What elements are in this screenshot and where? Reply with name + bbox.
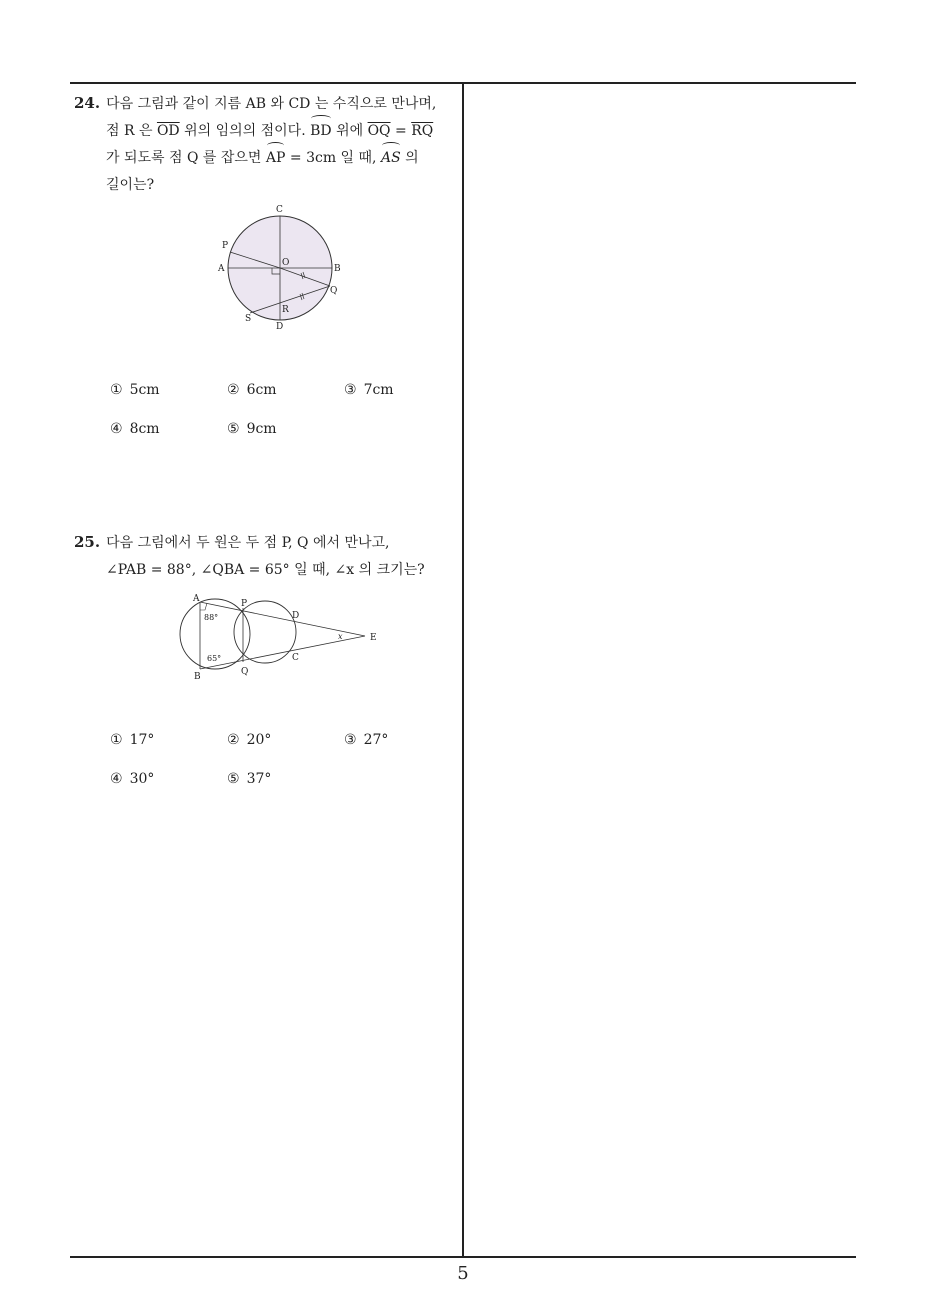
label-c: C — [276, 205, 283, 215]
angle-mark-a — [200, 603, 207, 610]
segment-ae — [200, 602, 365, 636]
q24-circle-figure — [210, 200, 360, 335]
q24-line-4: 길이는? — [106, 177, 155, 193]
label-s: S — [245, 314, 252, 324]
q25-choice-4[interactable]: ④ 30° — [110, 771, 155, 787]
label-d: D — [292, 611, 300, 621]
bottom-rule — [70, 1256, 856, 1258]
label-o: O — [282, 258, 290, 268]
label-angle-65: 65° — [207, 654, 222, 663]
label-x: x — [338, 632, 343, 641]
q24-line-1: 24. 다음 그림과 같이 지름 AB 와 CD 는 수직으로 만나며, — [74, 94, 437, 112]
q25-choice-5[interactable]: ⑤ 37° — [227, 771, 272, 787]
page-number: 5 — [457, 1263, 469, 1284]
question-number: 25. — [74, 533, 101, 551]
label-b: B — [194, 672, 201, 682]
q25-two-circles-figure — [175, 590, 390, 682]
label-d: D — [276, 322, 284, 332]
q25-choice-2[interactable]: ② 20° — [227, 732, 272, 748]
q24-choice-3[interactable]: ③ 7cm — [344, 382, 394, 398]
question-24 — [74, 90, 458, 199]
q24-line-2: 점 R 은 $\overline{OD}$ 위의 임의의 점이다. BD 위에 $\overline{OQ} = \overline{RQ}$ — [74, 118, 458, 145]
q24-choice-4[interactable]: ④ 8cm — [110, 421, 160, 437]
q24-line-3: 가 되도록 점 Q 를 잡으면 AP = 3cm 일 때, AS 의 — [74, 145, 458, 172]
label-q: Q — [241, 667, 249, 677]
q24-choice-2[interactable]: ② 6cm — [227, 382, 277, 398]
q25-choice-1[interactable]: ① 17° — [110, 732, 155, 748]
label-p: P — [222, 241, 229, 251]
q25-choice-3[interactable]: ③ 27° — [344, 732, 389, 748]
label-a: A — [218, 264, 225, 274]
label-q: Q — [330, 286, 338, 296]
q25-line-1: 25. 다음 그림에서 두 원은 두 점 P, Q 에서 만나고, — [74, 533, 390, 551]
label-angle-88: 88° — [204, 613, 219, 622]
label-b: B — [334, 264, 341, 274]
label-a: A — [193, 594, 200, 604]
label-c: C — [292, 653, 299, 663]
q25-line-2: ∠PAB = 88°, ∠QBA = 65° 일 때, ∠x 의 크기는? — [106, 562, 425, 578]
label-p: P — [241, 599, 248, 609]
label-r: R — [282, 305, 289, 315]
q24-choice-5[interactable]: ⑤ 9cm — [227, 421, 277, 437]
column-divider — [462, 82, 464, 1258]
question-25 — [74, 529, 458, 584]
q24-choice-1[interactable]: ① 5cm — [110, 382, 160, 398]
label-e: E — [370, 633, 377, 643]
question-number: 24. — [74, 94, 101, 112]
